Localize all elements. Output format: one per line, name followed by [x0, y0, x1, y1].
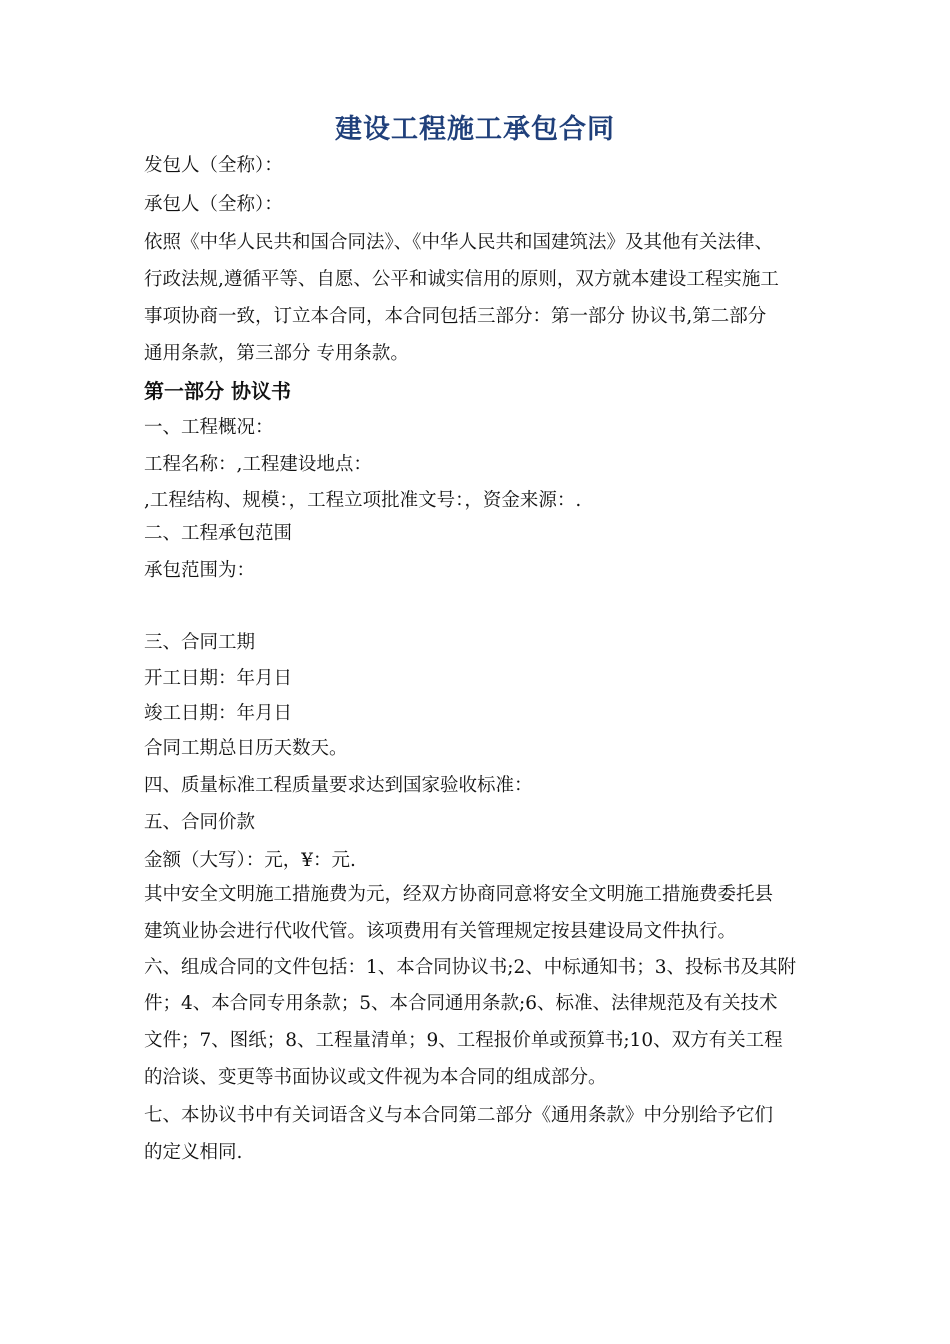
- scope-line: 承包范围为：: [144, 560, 256, 581]
- preamble-line-2: 行政法规,遵循平等、自愿、公平和诚实信用的原则，双方就本建设工程实施工: [144, 269, 779, 290]
- completion-date-line: 竣工日期：年月日: [144, 703, 293, 724]
- start-date-line: 开工日期：年月日: [144, 668, 293, 689]
- document-title: 建设工程施工承包合同: [335, 114, 615, 145]
- preamble-line-3: 事项协商一致，订立本合同，本合同包括三部分：第一部分 协议书,第二部分: [144, 306, 767, 327]
- safety-fee-line-1: 其中安全文明施工措施费为元，经双方协商同意将安全文明施工措施费委托县: [144, 884, 774, 905]
- total-days-line: 合同工期总日历天数天。: [144, 738, 348, 759]
- clause-3-heading: 三、合同工期: [144, 632, 256, 653]
- project-structure-line: ,工程结构、规模：，工程立项批准文号：，资金来源：.: [144, 490, 582, 511]
- contractor-line: 承包人（全称）：: [144, 194, 283, 215]
- project-name-line: 工程名称：,工程建设地点：: [144, 454, 372, 475]
- employer-line: 发包人（全称）：: [144, 155, 283, 176]
- safety-fee-line-2: 建筑业协会进行代收代管。该项费用有关管理规定按县建设局文件执行。: [144, 921, 737, 942]
- preamble-line-4: 通用条款，第三部分 专用条款。: [144, 343, 409, 364]
- amount-line: 金额（大写）：元，¥：元.: [144, 850, 356, 871]
- clause-7-line-1: 七、本协议书中有关词语含义与本合同第二部分《通用条款》中分别给予它们: [144, 1105, 774, 1126]
- clause-1-heading: 一、工程概况：: [144, 417, 274, 438]
- clause-6-line-2: 件；4、本合同专用条款；5、本合同通用条款;6、标准、法律规范及有关技术: [144, 993, 778, 1014]
- clause-6-line-1: 六、组成合同的文件包括：1、本合同协议书;2、中标通知书；3、投标书及其附: [144, 957, 797, 978]
- clause-4-line: 四、质量标准工程质量要求达到国家验收标准：: [144, 775, 533, 796]
- clause-6-line-4: 的洽谈、变更等书面协议或文件视为本合同的组成部分。: [144, 1067, 607, 1088]
- preamble-line-1: 依照《中华人民共和国合同法》、《中华人民共和国建筑法》及其他有关法律、: [144, 232, 774, 253]
- clause-7-line-2: 的定义相同.: [144, 1142, 243, 1163]
- clause-6-line-3: 文件；7、图纸；8、工程量清单；9、工程报价单或预算书;10、双方有关工程: [144, 1030, 783, 1051]
- clause-5-heading: 五、合同价款: [144, 812, 256, 833]
- section-heading: 第一部分 协议书: [144, 379, 291, 403]
- clause-2-heading: 二、工程承包范围: [144, 523, 293, 544]
